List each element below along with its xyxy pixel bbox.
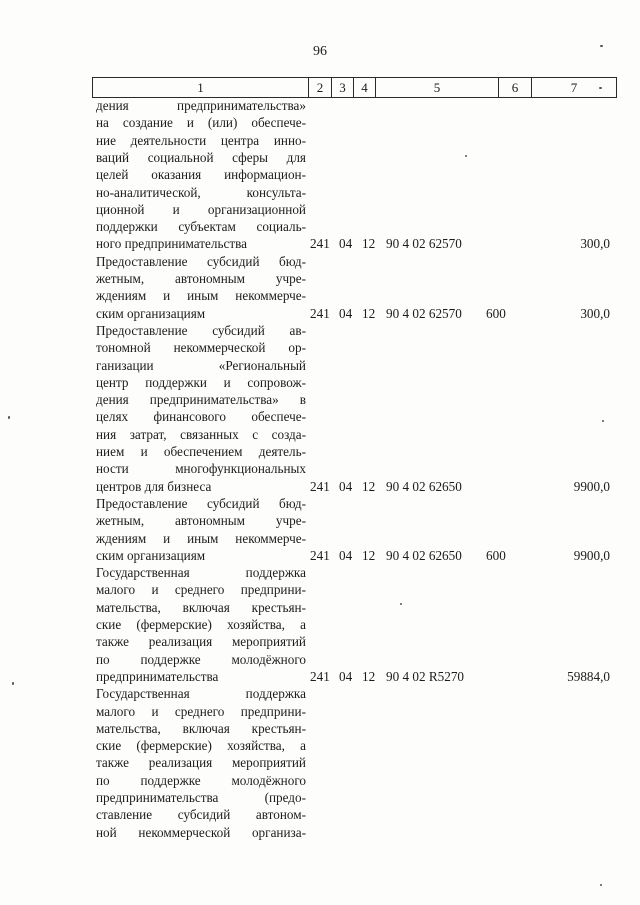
scan-speck [602, 420, 604, 422]
description-line: малого и среднего предприни- [96, 582, 306, 598]
description-line: ждениям и иным некоммерче- [96, 530, 306, 546]
description-line: ваций социальной сферы для [96, 149, 306, 165]
description-line: поддержки субъектам социаль- [96, 219, 306, 235]
cell-code-target: 90 4 02 62570 [386, 305, 462, 321]
cell-code-expense-type: 600 [486, 305, 506, 321]
table-header-row [92, 77, 617, 98]
cell-code-subsection: 12 [362, 668, 376, 684]
header-col-5: 5 [376, 78, 499, 97]
description-line: Государственная поддержка [96, 686, 306, 702]
scan-speck [600, 884, 602, 886]
cell-code-subsection: 12 [362, 305, 376, 321]
cell-code-subsection: 12 [362, 547, 376, 563]
description-line: предпринимательства [96, 668, 219, 684]
header-col-3: 3 [332, 78, 354, 97]
cell-code-ministry: 241 [310, 478, 330, 494]
header-col-4: 4 [354, 78, 376, 97]
description-line: на создание и (или) обеспече- [96, 115, 306, 131]
description-line: центров для бизнеса [96, 478, 212, 494]
header-col-2: 2 [309, 78, 332, 97]
description-line: предпринимательства (предо- [96, 790, 306, 805]
header-col-6: 6 [499, 78, 532, 97]
description-line: нием и обеспечением деятель- [96, 444, 306, 459]
description-line: ганизации «Региональный [96, 357, 306, 373]
description-line: жетным, автономным учре- [96, 271, 306, 286]
description-line: мательства, включая крестьян- [96, 599, 306, 615]
cell-code-section: 04 [339, 668, 353, 684]
description-line: малого и среднего предприни- [96, 703, 306, 719]
description-line: Предоставление субсидий ав- [96, 322, 306, 338]
cell-code-target: 90 4 02 62650 [386, 478, 462, 494]
description-line: ние деятельности центра инно- [96, 132, 306, 148]
description-line: ния затрат, связанных с созда- [96, 426, 306, 442]
cell-code-section: 04 [339, 305, 353, 321]
description-line: ские (фермерские) хозяйства, а [96, 617, 306, 632]
cell-amount: 9900,0 [573, 547, 610, 563]
description-line: целей оказания информацион- [96, 167, 306, 183]
description-line: целях финансового обеспече- [96, 409, 306, 425]
cell-code-subsection: 12 [362, 478, 376, 494]
description-line: ности многофункциональных [96, 461, 306, 477]
cell-code-target: 90 4 02 62570 [386, 236, 462, 252]
cell-code-section: 04 [339, 236, 353, 252]
cell-code-expense-type: 600 [486, 547, 506, 563]
description-line: ставление субсидий автоном- [96, 807, 306, 823]
cell-code-ministry: 241 [310, 668, 330, 684]
cell-code-ministry: 241 [310, 305, 330, 321]
header-col-1: 1 [93, 78, 309, 97]
cell-code-subsection: 12 [362, 236, 376, 252]
description-line: ного предпринимательства [96, 236, 247, 252]
page-number: 96 [313, 44, 327, 59]
description-line: также реализация мероприятий [96, 755, 306, 771]
cell-amount: 300,0 [580, 305, 610, 321]
description-line: Государственная поддержка [96, 565, 306, 581]
scan-speck [400, 603, 402, 605]
cell-code-ministry: 241 [310, 236, 330, 252]
cell-code-section: 04 [339, 547, 353, 563]
cell-code-target: 90 4 02 R5270 [386, 668, 465, 684]
cell-amount: 9900,0 [573, 478, 610, 494]
description-line: центр поддержки и сопровож- [96, 374, 306, 390]
description-line: дения предпринимательства» в [96, 392, 306, 408]
cell-code-section: 04 [339, 478, 353, 494]
cell-amount: 300,0 [580, 236, 610, 252]
scan-speck [600, 45, 603, 47]
description-line: ские (фермерские) хозяйства, а [96, 738, 306, 754]
scan-speck [465, 155, 467, 157]
description-line: мательства, включая крестьян- [96, 720, 306, 736]
description-line: но-аналитической, консульта- [96, 184, 306, 200]
scan-speck [8, 416, 10, 419]
description-line: ционной и организационной [96, 201, 306, 217]
header-col-7: 7 [570, 79, 578, 95]
description-line: жетным, автономным учре- [96, 513, 306, 529]
description-line: также реализация мероприятий [96, 634, 306, 650]
scan-speck [12, 682, 14, 685]
cell-code-target: 90 4 02 62650 [386, 547, 462, 563]
description-line: Предоставление субсидий бюд- [96, 495, 306, 511]
description-line: Предоставление субсидий бюд- [96, 253, 306, 269]
description-line: тономной некоммерческой ор- [96, 340, 306, 356]
description-line: ждениям и иным некоммерче- [96, 288, 306, 304]
description-line: по поддержке молодёжного [96, 651, 306, 667]
description-line: ским организациям [96, 547, 206, 563]
scan-speck [599, 87, 602, 89]
description-line: ной некоммерческой организа- [96, 824, 306, 840]
description-line: ским организациям [96, 305, 206, 321]
cell-code-ministry: 241 [310, 547, 330, 563]
description-line: по поддержке молодёжного [96, 772, 306, 788]
description-line: дения предпринимательства» [96, 98, 306, 113]
cell-amount: 59884,0 [567, 668, 610, 684]
